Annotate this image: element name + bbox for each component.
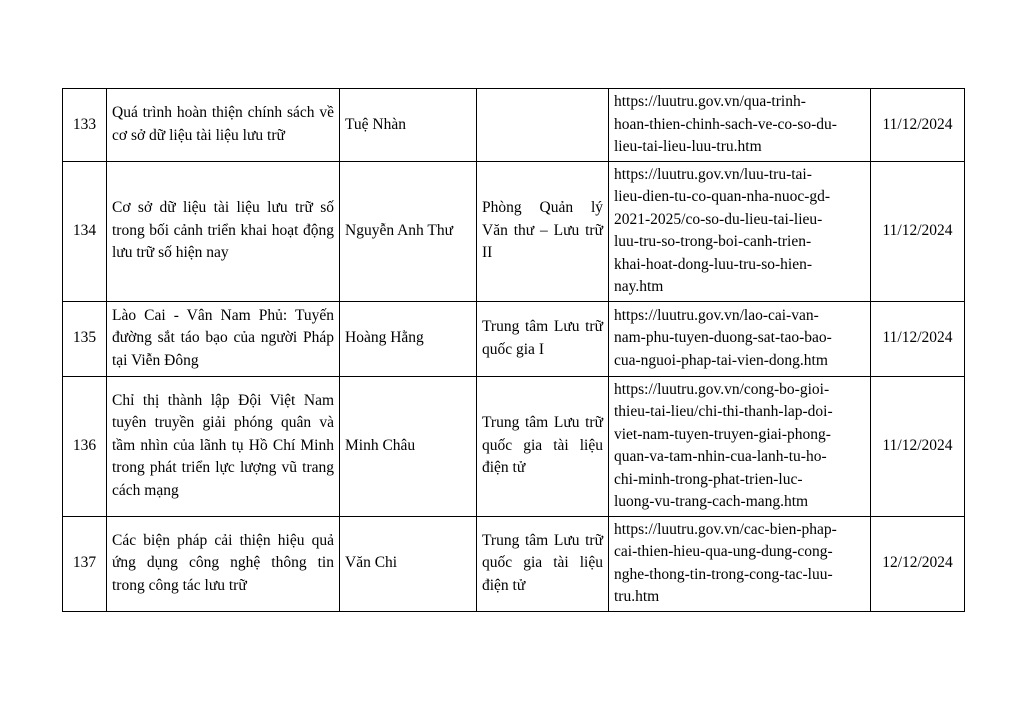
- date-cell: 12/12/2024: [871, 516, 965, 611]
- table-row: [63, 301, 965, 376]
- article-title-cell: Lào Cai - Vân Nam Phủ: Tuyến đường sắt táo bạo của người Pháp tại Viễn Đông: [107, 301, 340, 376]
- author-cell: Tuệ Nhàn: [340, 89, 477, 162]
- url-cell: [609, 161, 871, 301]
- url-line: nghe-thong-tin-trong-cong-tac-luu-: [614, 565, 833, 583]
- table-row: [63, 516, 965, 611]
- url-line: lieu-tai-lieu-luu-tru.htm: [614, 138, 762, 155]
- table-row: [63, 161, 965, 301]
- url-line: cua-nguoi-phap-tai-vien-dong.htm: [614, 351, 828, 369]
- url-line: https://luutru.gov.vn/cong-bo-gioi-: [614, 380, 830, 398]
- url-line: luong-vu-trang-cach-mang.htm: [614, 493, 809, 510]
- row-number-cell: 133: [63, 89, 107, 162]
- article-title-cell: Quá trình hoàn thiện chính sách về cơ sở dữ liệu tài liệu lưu trữ: [107, 89, 340, 162]
- row-number-cell: 134: [63, 161, 107, 301]
- row-number-cell: 137: [63, 516, 107, 611]
- url-line: quan-va-tam-nhin-cua-lanh-tu-ho-: [614, 448, 827, 465]
- row-number-cell: 136: [63, 376, 107, 516]
- url-line: lieu-dien-tu-co-quan-nha-nuoc-gd-: [614, 188, 831, 205]
- url-line: khai-hoat-dong-luu-tru-so-hien-: [614, 255, 812, 273]
- author-cell: Hoàng Hằng: [340, 301, 477, 376]
- url-line: tru.htm: [614, 588, 660, 605]
- article-title-cell: Chỉ thị thành lập Đội Việt Nam tuyên truyền giải phóng quân và tầm nhìn của lãnh tụ Hồ Chí Minh trong phát triển lực lượng vũ trang cách mạng: [107, 376, 340, 516]
- author-cell: Văn Chi: [340, 516, 477, 611]
- unit-cell: [477, 89, 609, 162]
- url-line: thieu-tai-lieu/chi-thi-thanh-lap-doi-: [614, 403, 833, 420]
- article-title-cell: Cơ sở dữ liệu tài liệu lưu trữ số trong bối cảnh triển khai hoạt động lưu trữ số hiện nay: [107, 161, 340, 301]
- author-cell: Minh Châu: [340, 376, 477, 516]
- table-body: [63, 89, 965, 612]
- table-row: [63, 376, 965, 516]
- url-cell: [609, 516, 871, 611]
- unit-cell: Trung tâm Lưu trữ quốc gia I: [477, 301, 609, 376]
- url-line: https://luutru.gov.vn/cac-bien-phap-: [614, 520, 837, 538]
- url-cell: [609, 89, 871, 162]
- article-title-cell: Các biện pháp cải thiện hiệu quả ứng dụng công nghệ thông tin trong công tác lưu trữ: [107, 516, 340, 611]
- articles-table: [62, 88, 965, 612]
- url-cell: [609, 301, 871, 376]
- url-line: nay.htm: [614, 278, 664, 295]
- row-number-cell: 135: [63, 301, 107, 376]
- url-line: hoan-thien-chinh-sach-ve-co-so-du-: [614, 115, 837, 133]
- unit-cell: Trung tâm Lưu trữ quốc gia tài liệu điện tử: [477, 516, 609, 611]
- date-cell: 11/12/2024: [871, 301, 965, 376]
- date-cell: 11/12/2024: [871, 161, 965, 301]
- url-line: https://luutru.gov.vn/luu-tru-tai-: [614, 165, 812, 183]
- unit-cell: Phòng Quản lý Văn thư – Lưu trữ II: [477, 161, 609, 301]
- url-line: https://luutru.gov.vn/lao-cai-van-: [614, 306, 819, 324]
- author-cell: Nguyễn Anh Thư: [340, 161, 477, 301]
- url-line: cai-thien-hieu-qua-ung-dung-cong-: [614, 543, 833, 560]
- url-line: https://luutru.gov.vn/qua-trinh-: [614, 93, 806, 110]
- url-line: 2021-2025/co-so-du-lieu-tai-lieu-: [614, 210, 823, 228]
- url-line: nam-phu-tuyen-duong-sat-tao-bao-: [614, 329, 832, 347]
- table-row: [63, 89, 965, 162]
- url-line: viet-nam-tuyen-truyen-giai-phong-: [614, 425, 831, 443]
- date-cell: 11/12/2024: [871, 376, 965, 516]
- date-cell: 11/12/2024: [871, 89, 965, 162]
- unit-cell: Trung tâm Lưu trữ quốc gia tài liệu điện tử: [477, 376, 609, 516]
- url-line: luu-tru-so-trong-boi-canh-trien-: [614, 233, 812, 250]
- url-line: chi-minh-trong-phat-trien-luc-: [614, 470, 803, 488]
- url-cell: [609, 376, 871, 516]
